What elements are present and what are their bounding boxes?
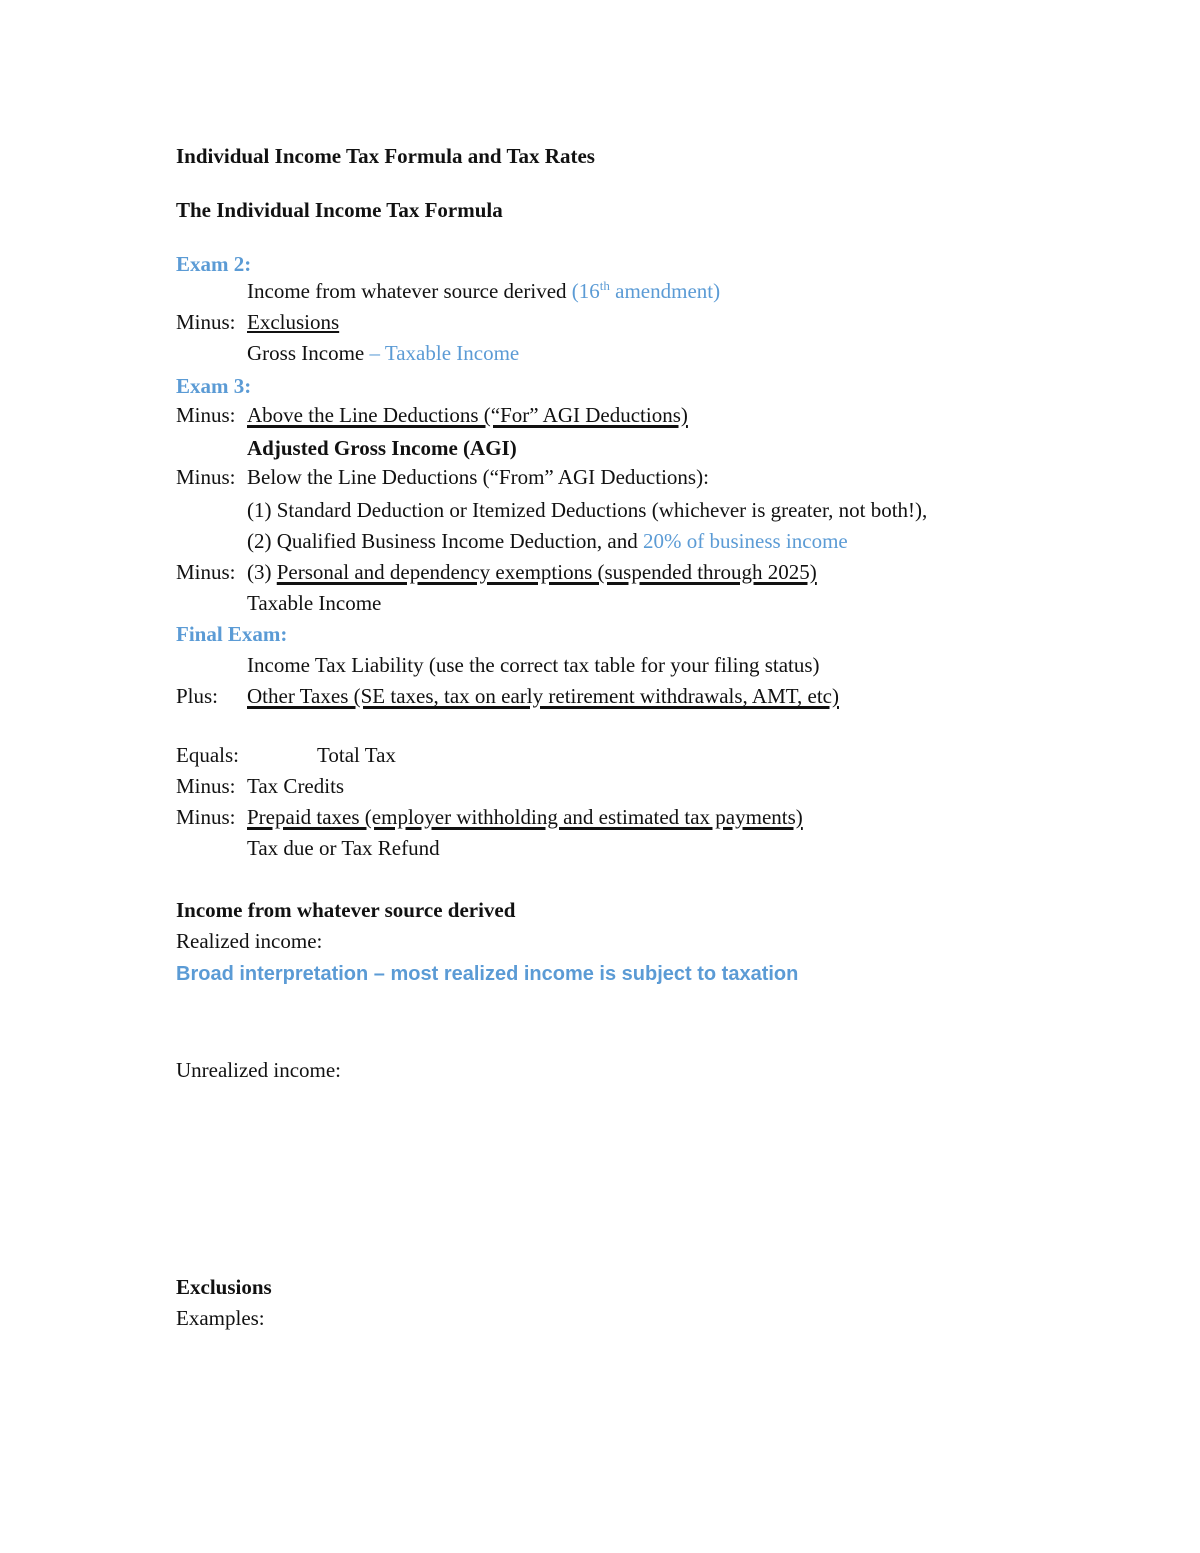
formula-line-exemptions [0, 559, 1200, 585]
realized-income-label: Realized income: [176, 929, 323, 953]
amendment-note: (16th amendment) [571, 278, 721, 303]
prepaid-taxes-text: Prepaid taxes (employer withholding and estimated tax payments) [247, 805, 803, 829]
formula-line-above-line [0, 402, 1200, 428]
formula-line-other-taxes [0, 683, 1200, 709]
exam-2-label: Exam 2: [176, 252, 252, 276]
unrealized-income-label: Unrealized income: [176, 1058, 342, 1082]
examples-label: Examples: [176, 1306, 265, 1330]
total-tax-text: Total Tax [317, 743, 396, 767]
minus-label: Minus: [176, 465, 236, 489]
taxable-income-note: – Taxable Income [369, 341, 520, 365]
section-heading-formula: The Individual Income Tax Formula [176, 198, 503, 222]
exemptions-line: (3) Personal and dependency exemptions (suspended through 2025) [247, 560, 817, 584]
minus-label: Minus: [176, 403, 236, 427]
qbi-note: 20% of business income [643, 529, 848, 553]
minus-label: Minus: [176, 560, 236, 584]
agi-text: Adjusted Gross Income (AGI) [247, 436, 517, 460]
plus-label: Plus: [176, 684, 219, 708]
gross-income-text: Gross Income [247, 341, 370, 365]
tax-due-text: Tax due or Tax Refund [247, 836, 440, 860]
formula-line-gross-income [247, 340, 519, 366]
above-line-deductions-text: Above the Line Deductions (“For” AGI Deductions) [247, 403, 688, 427]
formula-line-total-tax [0, 742, 1200, 768]
qbi-line [247, 528, 848, 554]
income-section-heading: Income from whatever source derived [176, 898, 516, 922]
formula-line-exclusions [0, 309, 1200, 335]
formula-line-income [247, 278, 720, 304]
formula-line-credits [0, 773, 1200, 799]
exemptions-text: Personal and dependency exemptions (suspended through 2025) [276, 560, 817, 584]
other-taxes-text: Other Taxes (SE taxes, tax on early retirement withdrawals, AMT, etc) [247, 684, 839, 708]
realized-income-note: Broad interpretation – most realized income is subject to taxation [176, 963, 799, 985]
tax-credits-text: Tax Credits [247, 774, 345, 798]
minus-label: Minus: [176, 310, 236, 334]
equals-label: Equals: [176, 743, 239, 767]
exclusions-section-heading: Exclusions [176, 1275, 272, 1299]
minus-label: Minus: [176, 805, 236, 829]
formula-line-below-line [0, 464, 1200, 490]
taxable-income-text: Taxable Income [247, 591, 382, 615]
final-exam-label: Final Exam: [176, 622, 288, 646]
formula-line-prepaid [0, 804, 1200, 830]
qbi-text: (2) Qualified Business Income Deduction, and [247, 529, 643, 553]
exam-3-label: Exam 3: [176, 374, 252, 398]
exclusions-text: Exclusions [247, 310, 340, 334]
tax-liability-text: Income Tax Liability (use the correct tax table for your filing status) [247, 653, 820, 677]
document-title: Individual Income Tax Formula and Tax Rates [176, 144, 595, 168]
income-text: Income from whatever source derived [247, 279, 572, 303]
below-line-deductions-text: Below the Line Deductions (“From” AGI Deductions): [247, 465, 709, 489]
standard-itemized-text: (1) Standard Deduction or Itemized Deductions (whichever is greater, not both!), [247, 498, 928, 522]
minus-label: Minus: [176, 774, 236, 798]
